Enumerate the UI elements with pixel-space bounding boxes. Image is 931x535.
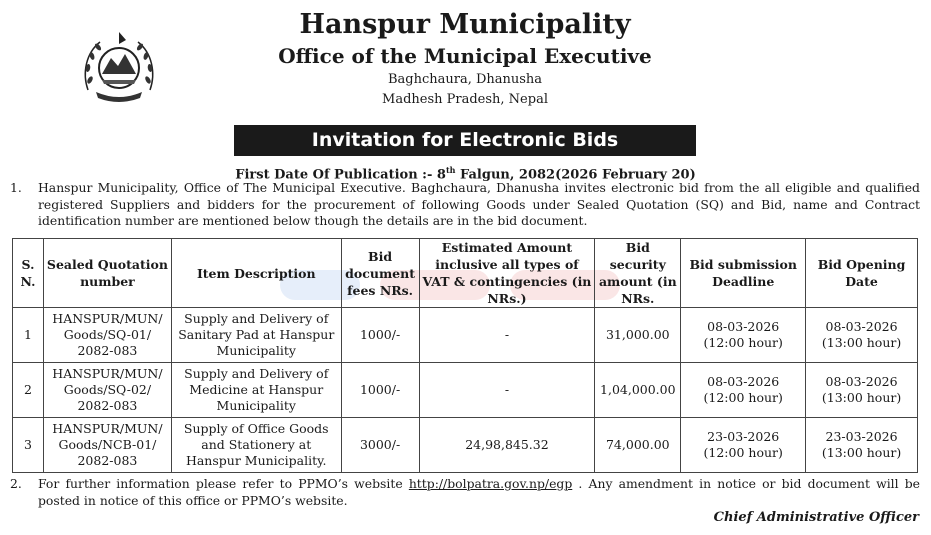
col-header-sn: S. N.	[13, 239, 44, 308]
opening-time: (13:00 hour)	[821, 390, 902, 405]
publication-superscript: th	[445, 165, 456, 175]
opening-time: (13:00 hour)	[821, 335, 902, 350]
notice-banner: Invitation for Electronic Bids	[234, 125, 696, 156]
municipality-name: Hanspur Municipality	[299, 9, 631, 40]
ppmo-website-link[interactable]: http://bolpatra.gov.np/egp	[408, 476, 573, 491]
cell-number: HANSPUR/MUN/ Goods/SQ-01/ 2082-083	[43, 308, 171, 363]
opening-date: 23-03-2026	[825, 429, 898, 444]
address-line-2: Madhesh Pradesh, Nepal	[382, 92, 548, 107]
paragraph-number: 2.	[10, 476, 22, 491]
cell-estimate: -	[419, 363, 595, 418]
deadline-date: 08-03-2026	[707, 319, 780, 334]
cell-opening	[806, 418, 918, 473]
col-header-deadline: Bid submission Deadline	[681, 239, 806, 308]
cell-security: 74,000.00	[595, 418, 681, 473]
cell-opening	[806, 308, 918, 363]
cell-number: HANSPUR/MUN/ Goods/SQ-02/ 2082-083	[43, 363, 171, 418]
deadline-time: (12:00 hour)	[703, 445, 783, 460]
col-header-security: Bid security amount (in NRs.	[595, 239, 681, 308]
cell-sn: 1	[13, 308, 44, 363]
cell-sn: 2	[13, 363, 44, 418]
col-header-fee: Bid document fees NRs.	[341, 239, 419, 308]
cell-deadline	[681, 308, 806, 363]
paragraph-2	[10, 476, 920, 509]
deadline-date: 23-03-2026	[707, 429, 780, 444]
cell-security: 1,04,000.00	[595, 363, 681, 418]
signatory-title: Chief Administrative Officer	[713, 510, 919, 525]
col-header-number: Sealed Quotation number	[43, 239, 171, 308]
cell-number: HANSPUR/MUN/ Goods/NCB-01/ 2082-083	[43, 418, 171, 473]
opening-date: 08-03-2026	[825, 374, 898, 389]
paragraph-text	[38, 476, 920, 509]
table-header-row	[13, 239, 918, 308]
cell-deadline	[681, 363, 806, 418]
opening-time: (13:00 hour)	[821, 445, 902, 460]
cell-estimate: 24,98,845.32	[419, 418, 595, 473]
paragraph-2-before: For further information please refer to PPMO’s website	[38, 476, 409, 491]
nepal-government-emblem-icon	[78, 28, 160, 106]
cell-description: Supply and Delivery of Medicine at Hanspur Municipality	[171, 363, 341, 418]
paragraph-text: Hanspur Municipality, Office of The Municipal Executive. Baghchaura, Dhanusha invites electronic bid from the all eligible and qualified registered Suppliers and bidders for the procurement of following Goods under Sealed Quotation (SQ) and Bid, name and Contract identification number are mentioned below though the details are in the bid document.	[38, 180, 920, 228]
table-row	[13, 308, 918, 363]
cell-deadline	[681, 418, 806, 473]
paragraph-2-after: . Any amendment in notice or bid document will be posted in notice of this office or PPMO’s website.	[38, 476, 921, 508]
cell-opening	[806, 363, 918, 418]
cell-security: 31,000.00	[595, 308, 681, 363]
cell-fee: 1000/-	[341, 363, 419, 418]
table-row	[13, 418, 918, 473]
deadline-date: 08-03-2026	[707, 374, 780, 389]
deadline-time: (12:00 hour)	[703, 390, 783, 405]
letterhead	[180, 8, 750, 110]
col-header-description: Item Description	[171, 239, 341, 308]
paragraph-1	[10, 180, 920, 230]
table-row	[13, 363, 918, 418]
cell-description: Supply and Delivery of Sanitary Pad at Hanspur Municipality	[171, 308, 341, 363]
cell-sn: 3	[13, 418, 44, 473]
cell-fee: 3000/-	[341, 418, 419, 473]
col-header-estimate: Estimated Amount inclusive all types of VAT & contingencies (in NRs.)	[419, 239, 595, 308]
paragraph-number: 1.	[10, 180, 22, 195]
cell-fee: 1000/-	[341, 308, 419, 363]
col-header-opening: Bid Opening Date	[806, 239, 918, 308]
cell-description: Supply of Office Goods and Stationery at Hanspur Municipality.	[171, 418, 341, 473]
deadline-time: (12:00 hour)	[703, 335, 783, 350]
address-line-1: Baghchaura, Dhanusha	[387, 72, 543, 87]
bid-table	[12, 238, 918, 473]
publication-suffix: Falgun, 2082(2026 February 20)	[455, 167, 696, 183]
office-name: Office of the Municipal Executive	[278, 44, 652, 68]
publication-prefix: First Date Of Publication :- 8	[235, 167, 446, 183]
opening-date: 08-03-2026	[825, 319, 898, 334]
cell-estimate: -	[419, 308, 595, 363]
